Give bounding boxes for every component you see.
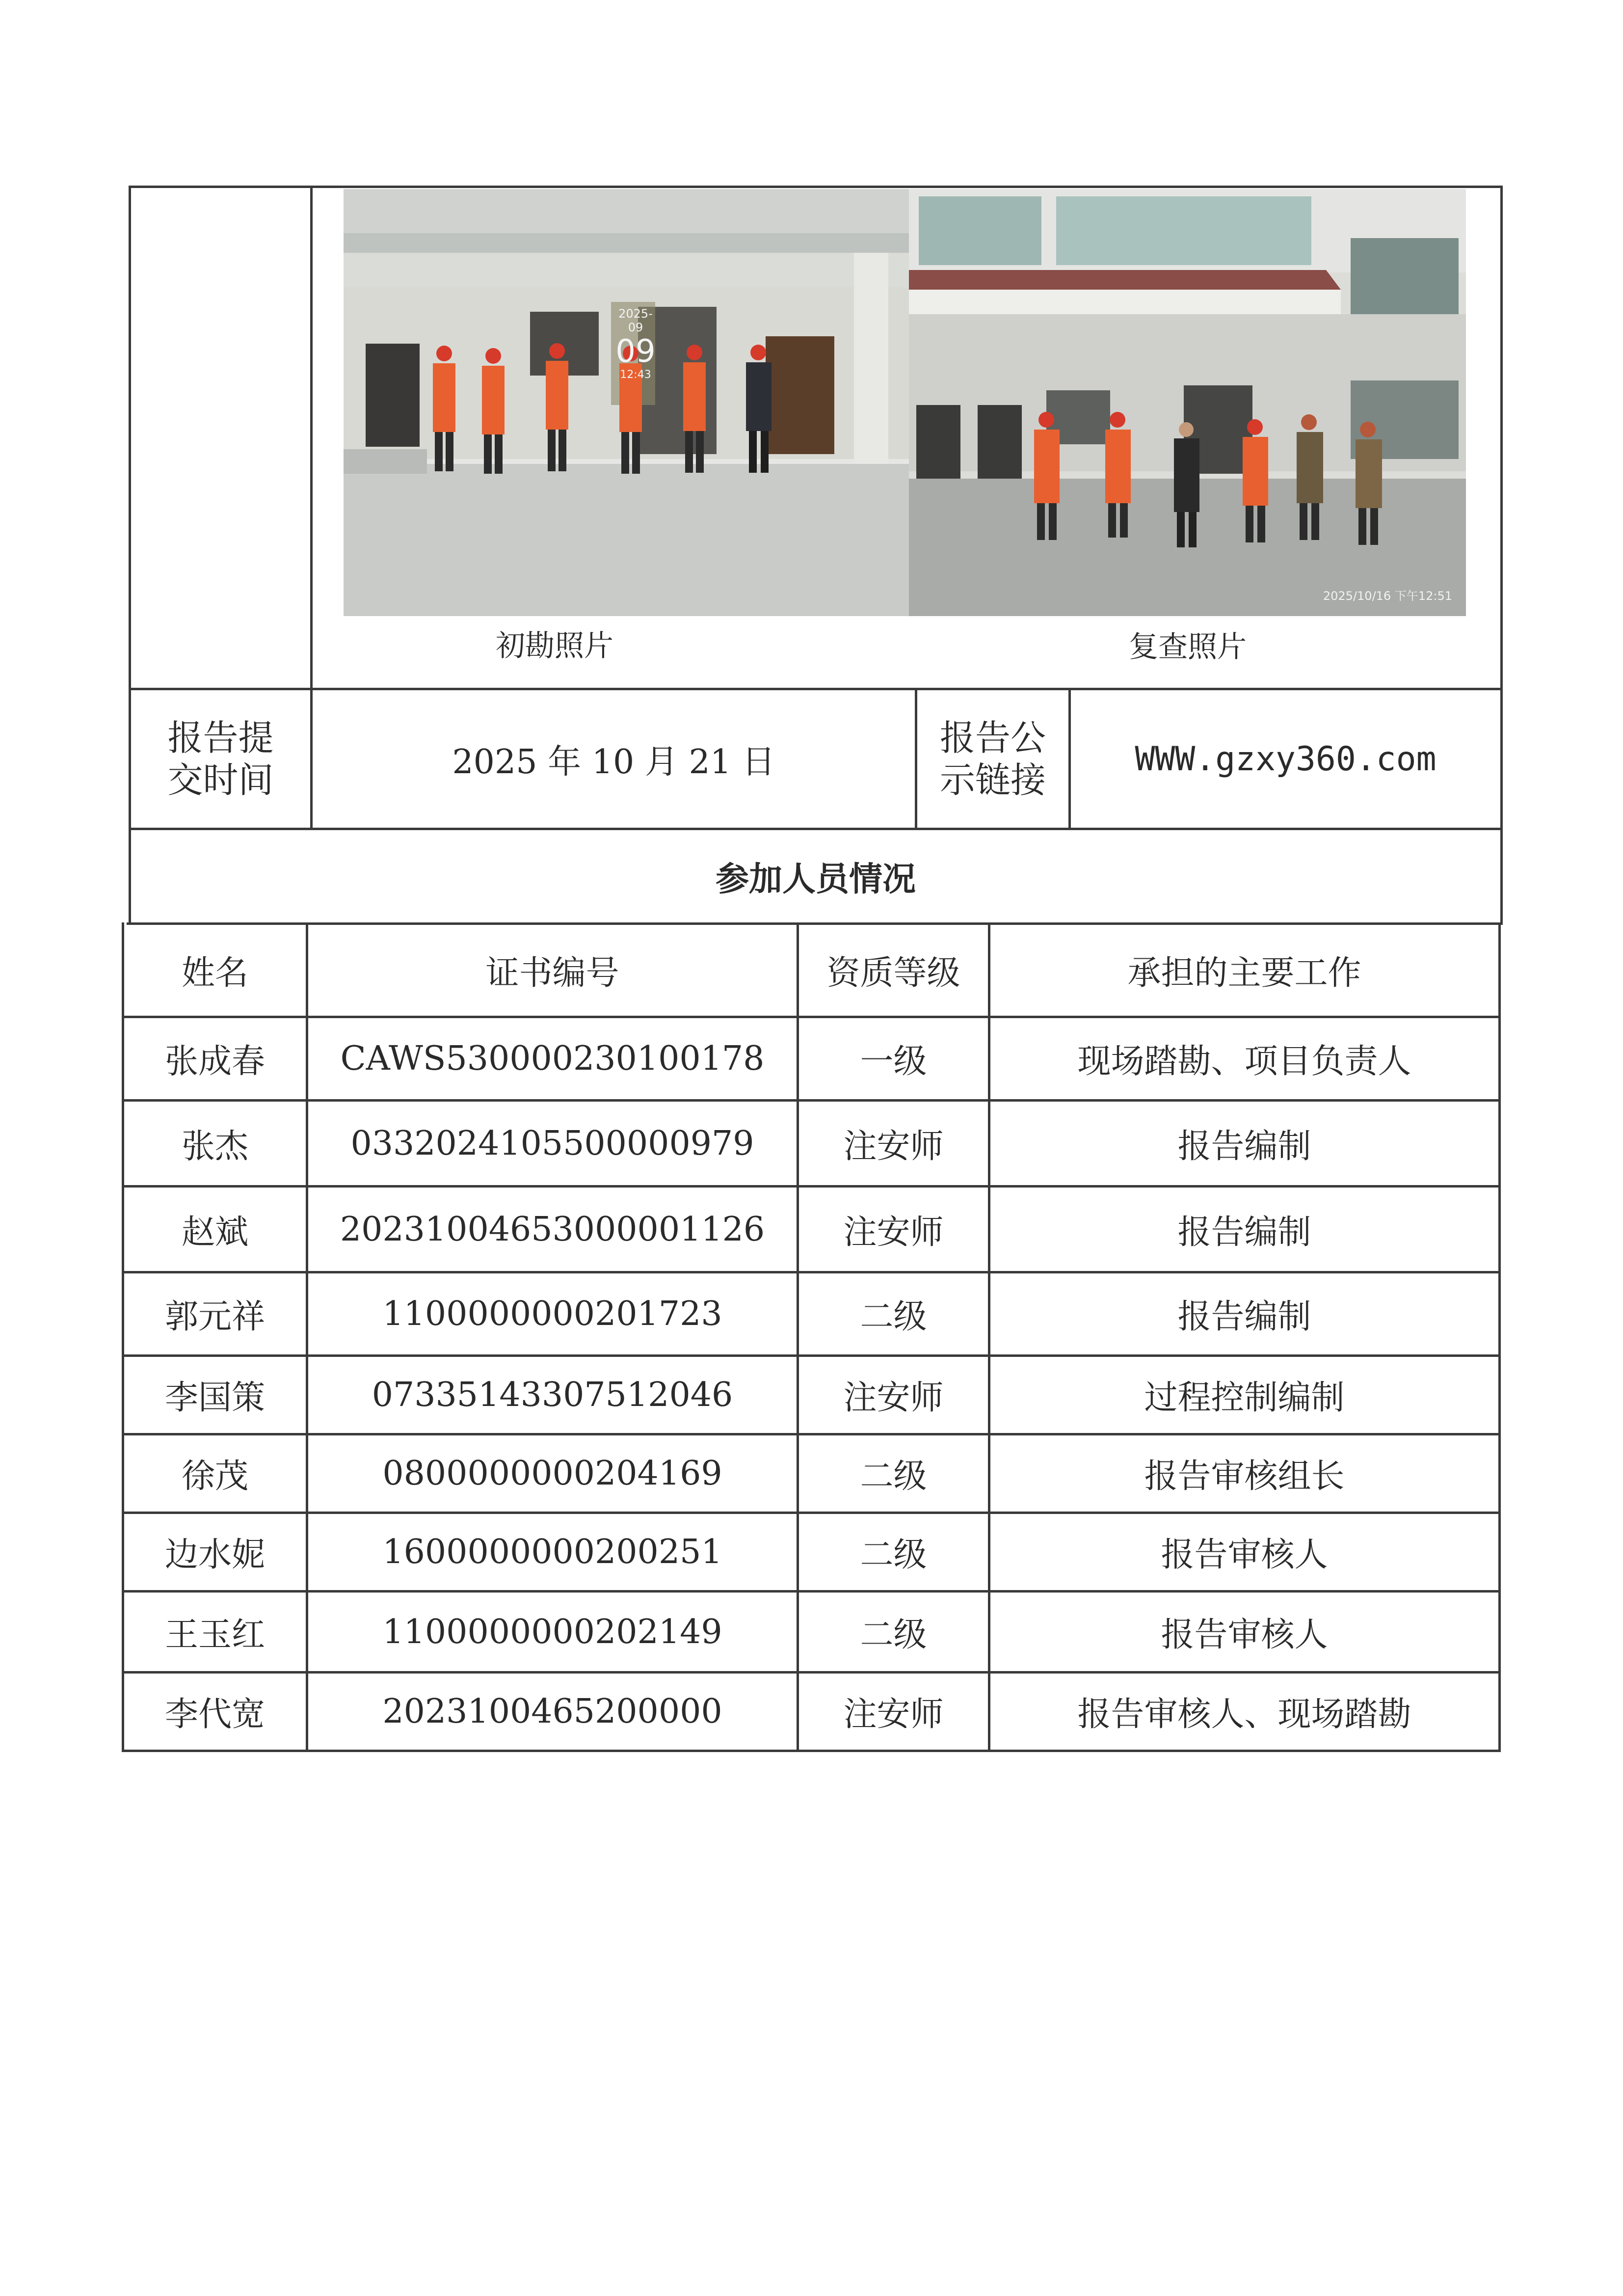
person-cert-no: 2023100465200000 bbox=[382, 1692, 722, 1731]
person-name: 徐茂 bbox=[181, 1457, 248, 1496]
header-cert-no: 证书编号 bbox=[485, 954, 619, 993]
person-name: 李代宽 bbox=[164, 1695, 265, 1734]
title-right-border bbox=[1500, 828, 1503, 925]
person-cert-no: 1100000000201723 bbox=[382, 1295, 722, 1333]
header-qualification: 资质等级 bbox=[826, 954, 960, 993]
personnel-title: 参加人员情况 bbox=[715, 859, 916, 899]
initial-photo-stamp-day: 09 bbox=[615, 333, 656, 370]
submission-time-label: 报告提交时间 bbox=[167, 717, 274, 801]
person-main-work: 报告审核人 bbox=[1161, 1536, 1328, 1574]
initial-photo-caption: 初勘照片 bbox=[496, 629, 613, 663]
person-cert-no: 0332024105500000979 bbox=[350, 1124, 754, 1163]
recheck-photo-caption: 复查照片 bbox=[1129, 630, 1247, 664]
report-link-label: 报告公示链接 bbox=[939, 717, 1046, 801]
person-name: 李国策 bbox=[164, 1378, 265, 1417]
person-cert-no: CAWS530000230100178 bbox=[340, 1039, 765, 1078]
initial-survey-photo bbox=[344, 189, 909, 616]
table-right-border-upper bbox=[1500, 186, 1503, 830]
person-main-work: 过程控制编制 bbox=[1144, 1378, 1345, 1417]
person-cert-no: 20231004653000001126 bbox=[340, 1210, 765, 1249]
initial-photo-stamp-time: 12:43 bbox=[620, 369, 651, 381]
person-main-work: 报告审核人 bbox=[1161, 1615, 1328, 1654]
initial-photo-stamp-year: 2025-09 bbox=[618, 307, 653, 334]
person-main-work: 报告编制 bbox=[1177, 1297, 1311, 1336]
person-cert-no: 1600000000200251 bbox=[382, 1533, 722, 1571]
header-name: 姓名 bbox=[181, 954, 248, 993]
person-cert-no: 07335143307512046 bbox=[372, 1376, 733, 1414]
person-name: 边水妮 bbox=[164, 1536, 265, 1574]
person-name: 王玉红 bbox=[164, 1615, 265, 1654]
table-top-border bbox=[129, 186, 1503, 188]
person-main-work: 报告编制 bbox=[1177, 1213, 1311, 1252]
personnel-table bbox=[122, 922, 1501, 1752]
person-main-work: 报告审核人、现场踏勘 bbox=[1077, 1695, 1411, 1734]
person-qualification: 注安师 bbox=[843, 1213, 944, 1252]
person-qualification: 注安师 bbox=[843, 1127, 944, 1166]
person-qualification: 注安师 bbox=[843, 1695, 944, 1734]
person-name: 郭元祥 bbox=[164, 1297, 265, 1336]
header-main-work: 承担的主要工作 bbox=[1127, 954, 1361, 993]
person-cert-no: 0800000000204169 bbox=[382, 1454, 722, 1493]
person-qualification: 注安师 bbox=[843, 1378, 944, 1417]
person-qualification: 二级 bbox=[860, 1297, 927, 1336]
recheck-photo-stamp: 2025/10/16 下午12:51 bbox=[1323, 589, 1452, 603]
submission-date: 2025 年 10 月 21 日 bbox=[452, 742, 775, 782]
recheck-photo bbox=[909, 189, 1466, 616]
report-link[interactable]: WWW.gzxy360.com bbox=[1135, 739, 1437, 779]
table-bottom-border bbox=[122, 1750, 1501, 1752]
person-cert-no: 1100000000202149 bbox=[382, 1612, 722, 1651]
person-main-work: 现场踏勘、项目负责人 bbox=[1077, 1042, 1411, 1081]
person-qualification: 一级 bbox=[860, 1042, 927, 1081]
person-name: 赵斌 bbox=[181, 1213, 248, 1252]
person-qualification: 二级 bbox=[860, 1615, 927, 1654]
person-qualification: 二级 bbox=[860, 1457, 927, 1496]
table-right-border bbox=[1498, 922, 1501, 1752]
person-name: 张杰 bbox=[181, 1127, 248, 1166]
person-name: 张成春 bbox=[164, 1042, 265, 1081]
person-main-work: 报告编制 bbox=[1177, 1127, 1311, 1166]
person-main-work: 报告审核组长 bbox=[1144, 1457, 1345, 1496]
person-qualification: 二级 bbox=[860, 1536, 927, 1574]
